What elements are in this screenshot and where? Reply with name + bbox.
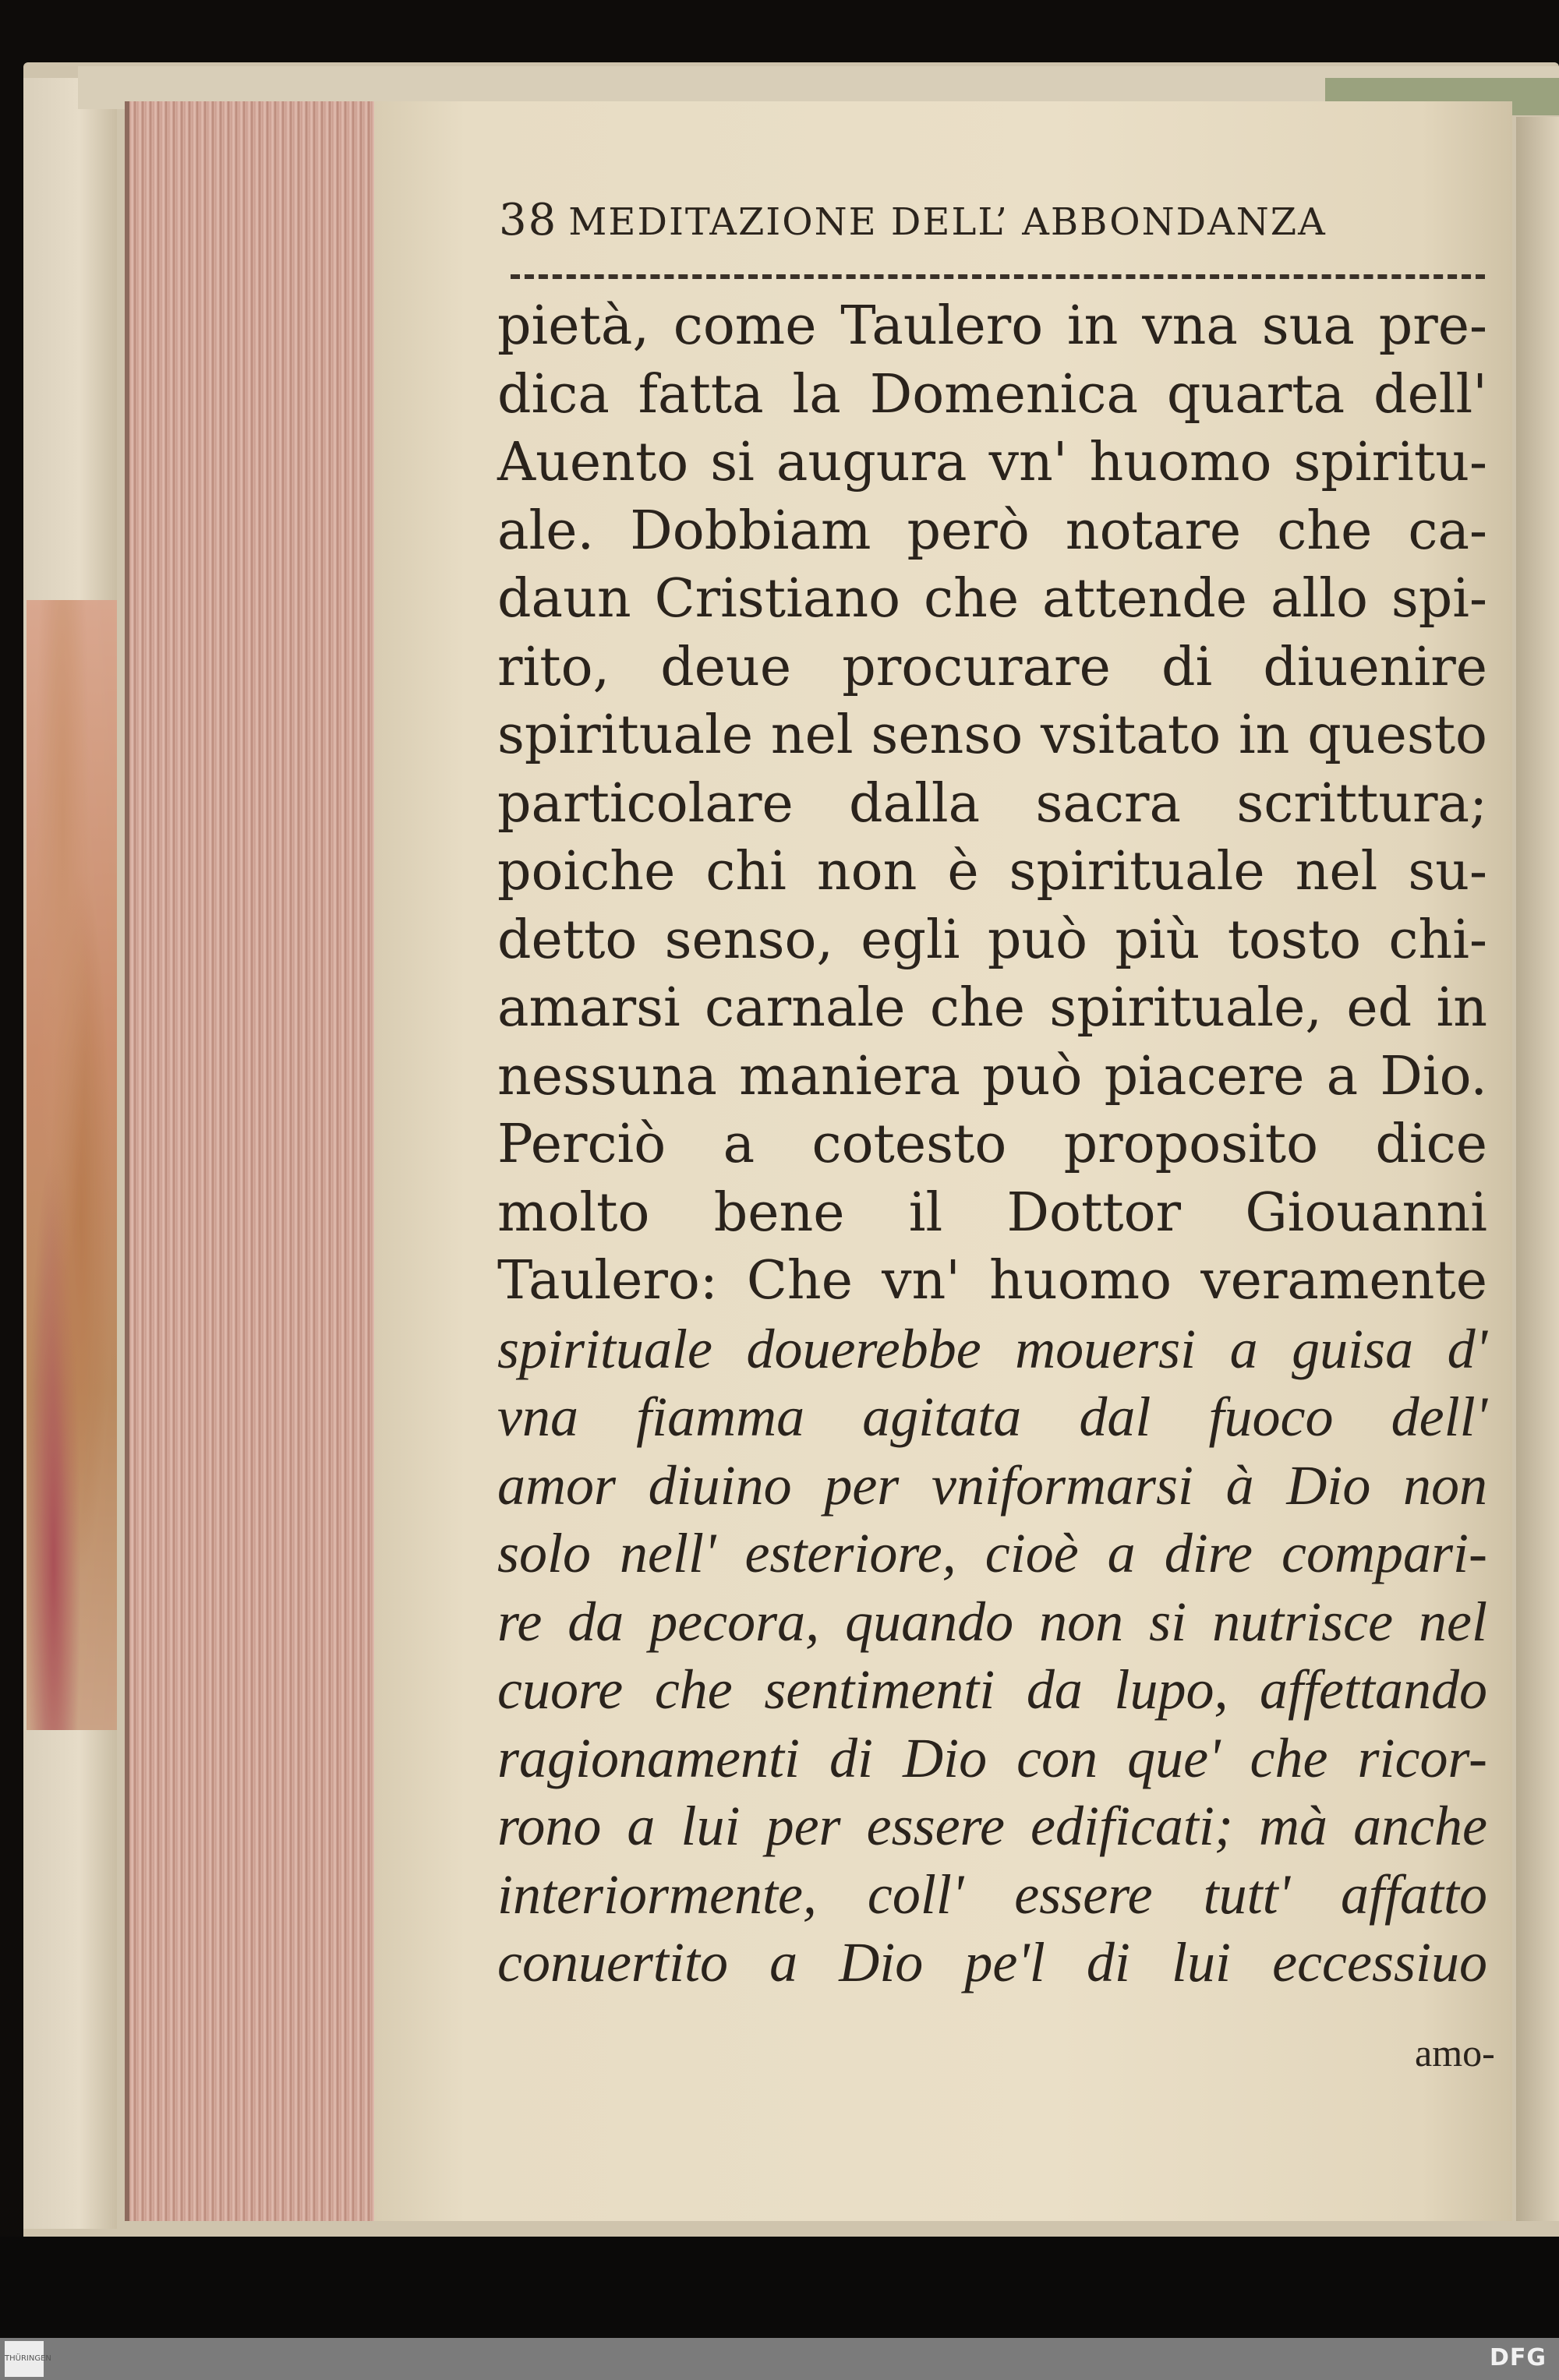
text-line-italic: rono a lui per essere edificati; mà anche (497, 1795, 1487, 1857)
library-logo[interactable]: THÜRINGEN (5, 2341, 44, 2377)
text-line: dica fatta la Domenica quarta dell' (497, 363, 1487, 426)
body-text (497, 292, 1487, 1997)
text-line: nessuna maniera può piacere a Dio. (497, 1045, 1487, 1107)
text-line: particolare dalla sacra scrittura; (497, 772, 1487, 835)
viewer-footer-bar (0, 2338, 1559, 2380)
running-title: MEDITAZIONE DELL’ ABBONDANZA (568, 200, 1327, 244)
text-line: amarsi carnale che spirituale, ed in (497, 977, 1487, 1039)
next-page-edge (1516, 117, 1559, 2221)
text-line-italic: solo nell' esteriore, cioè a dire compari- (497, 1522, 1487, 1584)
text-line: rito, deue procurare di diuenire (497, 636, 1487, 698)
text-line-italic: spirituale douerebbe mouersi a guisa d' (497, 1317, 1487, 1380)
catchword: amo- (1415, 2031, 1495, 2075)
text-line-italic: re da pecora, quando non si nutrisce nel (497, 1590, 1487, 1653)
text-line: Perciò a cotesto proposito dice (497, 1114, 1487, 1175)
text-line: Taulero: Che vn' huomo veramente (497, 1250, 1487, 1312)
text-line-italic: interiormente, coll' essere tutt' affatto (497, 1863, 1487, 1926)
text-line-italic: ragionamenti di Dio con que' che ricor- (497, 1726, 1487, 1789)
text-line: molto bene il Dottor Giouanni (497, 1181, 1487, 1244)
text-line-italic: vna fiamma agitata dal fuoco dell' (497, 1386, 1487, 1448)
page-number: 38 (499, 195, 558, 245)
text-line: daun Cristiano che attende allo spi- (497, 568, 1487, 630)
marbled-paper (27, 600, 117, 1730)
text-line: detto senso, egli può più tosto chi- (497, 909, 1487, 971)
header-rule (511, 274, 1485, 279)
dfg-logo[interactable]: DFG (1489, 2344, 1547, 2371)
text-line: pietà, come Taulero in vna sua pre- (497, 295, 1487, 357)
text-line-italic: amor diuino per vniformarsi à Dio non (497, 1453, 1487, 1517)
text-line-italic: conuertito a Dio pe'l di lui eccessiuo (497, 1931, 1487, 1993)
text-line: poiche chi non è spirituale nel su- (497, 841, 1487, 902)
page-edges (125, 101, 379, 2221)
text-line: Auento si augura vn' huomo spiritu- (497, 432, 1487, 493)
background-shadow (0, 2237, 1559, 2338)
running-header (499, 195, 1465, 245)
text-line: spirituale nel senso vsitato in questo (497, 704, 1487, 766)
text-line: ale. Dobbiam però notare che ca- (497, 500, 1487, 562)
text-line-italic: cuore che sentimenti da lupo, affettando (497, 1658, 1487, 1721)
